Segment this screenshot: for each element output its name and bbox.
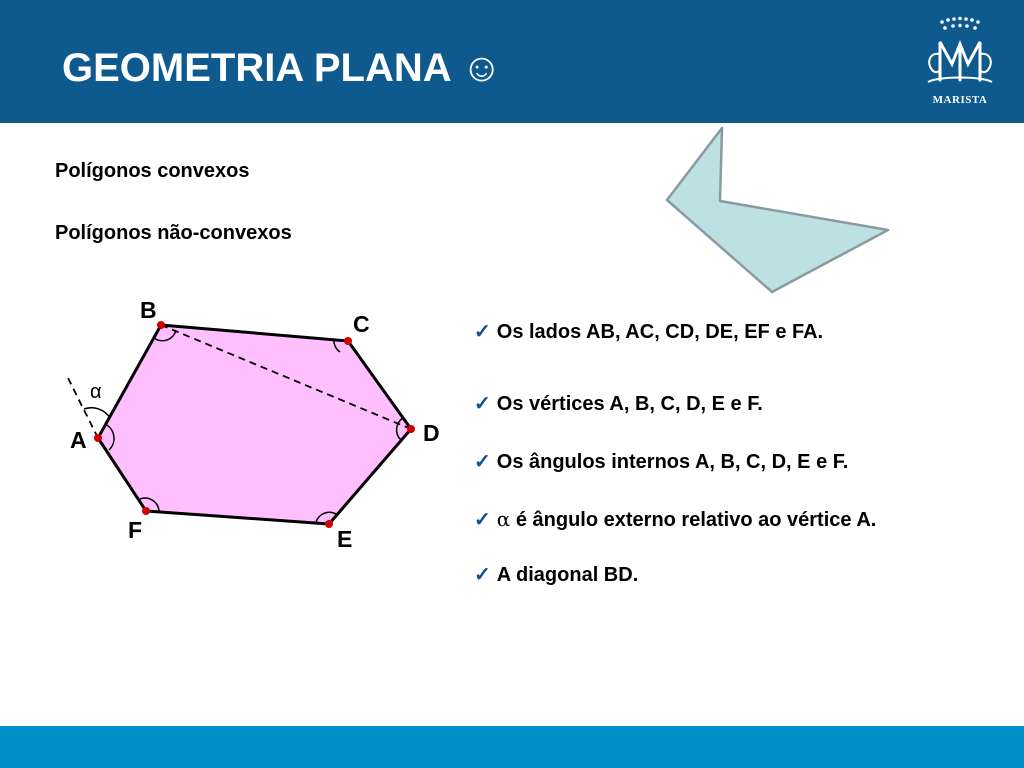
alpha-symbol: α: [496, 507, 511, 531]
hexagon-figure: [60, 290, 440, 560]
vertex-dot-f: [142, 507, 150, 515]
check-icon: ✓: [474, 451, 491, 473]
concave-polygon: [667, 128, 888, 292]
check-icon: ✓: [474, 509, 491, 531]
label-f: F: [128, 517, 143, 543]
logo-text: MARISTA: [932, 94, 988, 106]
check-icon: ✓: [474, 321, 491, 343]
label-c: C: [353, 311, 370, 337]
check-icon: ✓: [474, 564, 491, 586]
label-e: E: [337, 526, 353, 552]
label-b: B: [140, 297, 157, 323]
bullet-vertices-text: Os vértices A, B, C, D, E e F.: [496, 393, 763, 415]
concave-polygon-figure: [660, 120, 900, 300]
angle-arc-alpha: [84, 408, 110, 418]
footer-bar: [0, 726, 1024, 768]
marista-logo: [918, 14, 1002, 110]
vertex-dot-a: [94, 434, 102, 442]
bullet-internal-angles-text: Os ângulos internos A, B, C, D, E e F.: [496, 451, 849, 473]
label-alpha: α: [90, 381, 102, 403]
check-icon: ✓: [474, 393, 491, 415]
marista-logo-icon: [918, 14, 1002, 94]
vertex-dot-e: [325, 520, 333, 528]
subtitle-convex: Polígonos convexos: [55, 160, 250, 182]
bullet-sides: [474, 317, 944, 347]
bullet-external-angle: [474, 504, 944, 535]
label-a: A: [70, 427, 87, 453]
bullet-internal-angles: [474, 447, 944, 477]
hexagon: [98, 325, 411, 524]
vertex-dot-d: [407, 425, 415, 433]
vertex-dot-b: [157, 321, 165, 329]
bullet-external-angle-text: é ângulo externo relativo ao vértice A.: [515, 509, 877, 531]
vertex-dot-c: [344, 337, 352, 345]
bullet-sides-text: Os lados AB, AC, CD, DE, EF e FA.: [496, 321, 824, 343]
page-title: GEOMETRIA PLANA ☺: [62, 46, 503, 90]
bullet-vertices: [474, 389, 944, 419]
label-d: D: [423, 420, 440, 446]
header-bar: [0, 0, 1024, 123]
subtitle-non-convex: Polígonos não-convexos: [55, 222, 292, 244]
bullet-diagonal: [474, 560, 944, 590]
bullet-diagonal-text: A diagonal BD.: [496, 564, 639, 586]
